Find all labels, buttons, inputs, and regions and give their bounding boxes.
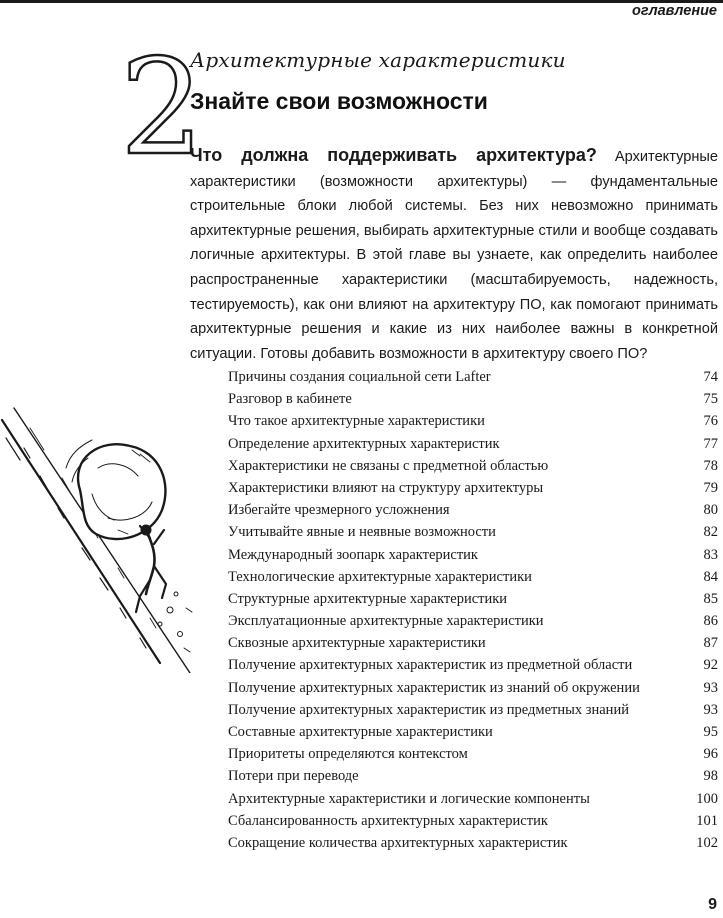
toc-entry-page: 96 [703,746,718,763]
toc-entry-title: Определение архитектурных характеристик [228,435,500,452]
toc-entry-title: Сквозные архитектурные характеристики [228,635,486,652]
toc-entry-page: 93 [703,679,718,696]
toc-entry-title: Архитектурные характеристики и логические компоненты [228,790,590,807]
toc-entry-title: Приоритеты определяются контекстом [228,746,468,763]
chapter-title: Знайте свои возможности [190,88,488,114]
toc-entry[interactable] [228,455,718,477]
toc-entry[interactable] [228,433,718,455]
toc-entry-title: Получение архитектурных характеристик из знаний об окружении [228,679,640,696]
toc-entry-page: 74 [703,369,718,385]
toc-entry-page: 93 [703,701,718,718]
toc-entry-page: 82 [703,524,718,541]
toc-entry-page: 77 [703,435,718,452]
toc-entry-page: 86 [703,613,718,630]
toc-entry-title: Потери при переводе [228,768,359,785]
toc-entry[interactable] [228,721,718,743]
toc-entry[interactable] [228,743,718,765]
toc-entry[interactable] [228,788,718,810]
toc-entry-page: 76 [703,413,718,430]
section-label: оглавление [631,3,717,19]
toc-entry[interactable] [228,832,718,854]
toc-entry[interactable] [228,566,718,588]
toc-entry[interactable] [228,477,718,499]
toc-entry-page: 100 [696,790,718,807]
toc-entry-page: 85 [703,590,718,607]
toc-entry-title: Структурные архитектурные характеристики [228,590,508,607]
toc-entry-title: Характеристики не связаны с предметной областью [228,457,549,474]
page-number: 9 [708,896,717,913]
toc-entry[interactable] [228,521,718,543]
toc-entry[interactable] [228,677,718,699]
table-of-contents [228,366,718,854]
toc-entry[interactable] [228,765,718,787]
toc-entry[interactable] [228,610,718,632]
toc-entry-title: Получение архитектурных характеристик из предметных знаний [228,701,629,718]
toc-entry-title: Международный зоопарк характеристик [228,546,478,563]
toc-entry-title: Учитывайте явные и неявные возможности [228,524,496,541]
toc-entry-page: 78 [703,457,718,474]
toc-entry-title: Технологические архитектурные характеристики [228,568,532,585]
toc-entry-title: Причины создания социальной сети Lafter [228,369,491,385]
toc-entry[interactable] [228,544,718,566]
toc-entry-page: 95 [703,724,718,740]
toc-entry-page: 98 [703,768,718,785]
toc-entry[interactable] [228,388,718,410]
toc-entry-title: Сбалансированность архитектурных характеристик [228,812,548,829]
toc-entry-title: Получение архитектурных характеристик из предметной области [228,657,633,674]
toc-entry-page: 79 [703,479,718,496]
toc-entry-title: Что такое архитектурные характеристики [228,413,485,430]
chapter-intro [190,143,718,366]
toc-entry-title: Эксплуатационные архитектурные характеристики [228,613,544,630]
toc-entry[interactable] [228,366,718,388]
toc-entry[interactable] [228,699,718,721]
toc-entry-title: Характеристики влияют на структуру архитектуры [228,479,544,496]
chapter-number: 2 [120,31,204,185]
toc-entry[interactable] [228,632,718,654]
toc-entry-page: 84 [703,568,718,585]
toc-entry-title: Сокращение количества архитектурных характеристик [228,834,568,851]
toc-entry-title: Составные архитектурные характеристики [228,724,493,740]
toc-entry[interactable] [228,410,718,432]
toc-entry-page: 87 [703,635,718,652]
header-rule [0,0,723,3]
intro-lead: Что должна поддерживать архитектура? [190,145,597,165]
toc-entry[interactable] [228,499,718,521]
toc-entry-page: 83 [703,546,718,563]
toc-entry-title: Разговор в кабинете [228,391,352,408]
sisyphus-illustration [0,398,215,673]
toc-entry[interactable] [228,810,718,832]
page-header [0,0,723,28]
toc-entry-page: 101 [696,812,718,829]
toc-entry-page: 92 [703,657,718,674]
chapter-subtitle: Архитектурные характеристики [190,48,566,72]
toc-entry[interactable] [228,654,718,676]
toc-entry[interactable] [228,588,718,610]
toc-entry-page: 75 [703,391,718,408]
intro-text: Архитектурные характеристики (возможности архитектуры) — фундаментальные строительные блоки любой системы. Без них невозможно принимать архитектурные решения, выбирать архитектурные стили и вообще создавать логичные архитектуры. В этой главе вы узнаете, как определить наиболее распространенные характеристики (масштабируемость, надежность, тестируемость), как они влияют на архитектуру ПО, как помогают принимать архитектурные решения и какие из них наиболее важны в конкретной ситуации. Готовы добавить возможности в архитектуру своего ПО? [190,149,718,362]
toc-entry-page: 80 [703,502,718,519]
toc-entry-title: Избегайте чрезмерного усложнения [228,502,450,519]
toc-entry-page: 102 [696,834,718,851]
